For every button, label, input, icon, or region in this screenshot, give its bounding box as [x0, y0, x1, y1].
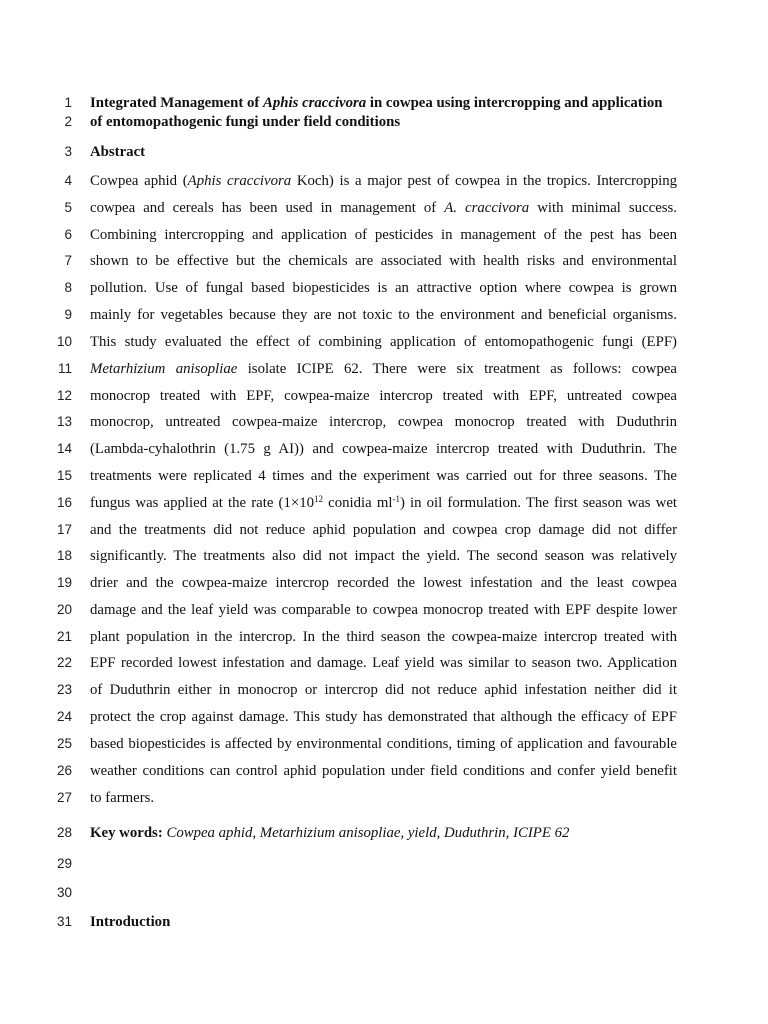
abstract-text-line: monocrop treated with EPF, cowpea-maize intercrop treated with EPF, untreated cowpea [90, 388, 677, 404]
line-number: 26 [56, 763, 72, 778]
manuscript-line-26 [0, 761, 768, 781]
abstract-text-line: and the treatments did not reduce aphid population and cowpea crop damage did not differ [90, 522, 677, 538]
manuscript-line-5 [0, 198, 768, 218]
line-number: 27 [56, 790, 72, 805]
manuscript-line-21 [0, 627, 768, 647]
line-number: 17 [56, 522, 72, 537]
manuscript-line-27 [0, 788, 768, 808]
manuscript-line-23 [0, 680, 768, 700]
manuscript-line-14 [0, 439, 768, 459]
keywords-list: Cowpea aphid, Metarhizium anisopliae, yield, Duduthrin, ICIPE 62 [162, 825, 570, 841]
abstract-text-line: This study evaluated the effect of combining application of entomopathogenic fungi (EPF) [90, 334, 677, 350]
abstract-heading: Abstract [90, 144, 146, 160]
abstract-text-line: Combining intercropping and application of pesticides in management of the pest has been [90, 227, 677, 243]
abstract-text-line: to farmers. [90, 790, 155, 806]
paper-title-line-2: of entomopathogenic fungi under field conditions [90, 114, 401, 130]
manuscript-line-13 [0, 412, 768, 432]
line-number: 8 [64, 280, 72, 295]
manuscript-line-3 [0, 142, 768, 162]
line-number: 16 [56, 495, 72, 510]
manuscript-line-4 [0, 171, 768, 191]
abstract-text-line: mainly for vegetables because they are not toxic to the environment and beneficial organisms. [90, 307, 677, 323]
line-number: 31 [56, 914, 72, 929]
abstract-text-line: Metarhizium anisopliae isolate ICIPE 62. There were six treatment as follows: cowpea [90, 361, 677, 377]
paper-title-line-1: Integrated Management of Aphis craccivora in cowpea using intercropping and application [90, 95, 663, 111]
abstract-text-line: significantly. The treatments also did not impact the yield. The second season was relatively [90, 548, 677, 564]
line-number: 20 [56, 602, 72, 617]
line-number: 12 [56, 388, 72, 403]
abstract-text-line: Cowpea aphid (Aphis craccivora Koch) is a major pest of cowpea in the tropics. Intercropping [90, 173, 677, 189]
line-number: 2 [64, 114, 72, 129]
abstract-text-line: shown to be effective but the chemicals are associated with health risks and environmental [90, 253, 677, 269]
species-name: A. craccivora [444, 200, 530, 216]
line-number: 5 [64, 200, 72, 215]
line-number: 14 [56, 441, 72, 456]
line-number: 15 [56, 468, 72, 483]
abstract-text-line: pollution. Use of fungal based biopesticides is an attractive option where cowpea is grown [90, 280, 677, 296]
manuscript-line-9 [0, 305, 768, 325]
line-number: 13 [56, 414, 72, 429]
manuscript-line-30 [0, 883, 768, 903]
manuscript-line-7 [0, 251, 768, 271]
keywords-label: Key words: [90, 825, 163, 841]
abstract-text-line: damage and the leaf yield was comparable to cowpea monocrop treated with EPF despite lower [90, 602, 677, 618]
manuscript-line-28 [0, 823, 768, 843]
line-number: 3 [64, 144, 72, 159]
manuscript-line-6 [0, 225, 768, 245]
manuscript-line-19 [0, 573, 768, 593]
superscript: -1 [392, 494, 400, 504]
abstract-text-line: cowpea and cereals has been used in management of A. craccivora with minimal success. [90, 200, 677, 216]
line-number: 21 [56, 629, 72, 644]
abstract-text-line: protect the crop against damage. This study has demonstrated that although the efficacy of EPF [90, 709, 677, 725]
line-number: 28 [56, 825, 72, 840]
manuscript-line-20 [0, 600, 768, 620]
manuscript-line-31 [0, 912, 768, 932]
abstract-text-line: of Duduthrin either in monocrop or intercrop did not reduce aphid infestation neither did it [90, 682, 677, 698]
abstract-text-line: drier and the cowpea-maize intercrop recorded the lowest infestation and the least cowpea [90, 575, 677, 591]
line-number: 7 [64, 253, 72, 268]
manuscript-line-10 [0, 332, 768, 352]
line-number: 19 [56, 575, 72, 590]
line-number: 10 [56, 334, 72, 349]
line-number: 4 [64, 173, 72, 188]
manuscript-line-1 [0, 93, 768, 113]
line-number: 6 [64, 227, 72, 242]
abstract-text-line: monocrop, untreated cowpea-maize intercrop, cowpea monocrop treated with Duduthrin [90, 414, 677, 430]
line-number: 24 [56, 709, 72, 724]
manuscript-line-29 [0, 854, 768, 874]
manuscript-line-17 [0, 520, 768, 540]
manuscript-line-15 [0, 466, 768, 486]
abstract-text-line: fungus was applied at the rate ($1\times 10^{12}$ conidia $ml^{-1}$) in oil formulation. The first season was wet [90, 494, 677, 511]
abstract-text-line: based biopesticides is affected by environmental conditions, timing of application and favourable [90, 736, 677, 752]
superscript: 12 [314, 494, 324, 504]
manuscript-line-12 [0, 386, 768, 406]
line-number: 23 [56, 682, 72, 697]
species-name: Aphis craccivora [263, 95, 367, 111]
abstract-text-line: weather conditions can control aphid population under field conditions and confer yield benefit [90, 763, 677, 779]
line-number: 25 [56, 736, 72, 751]
abstract-text-line: treatments were replicated 4 times and the experiment was carried out for three seasons. The [90, 468, 677, 484]
manuscript-line-22 [0, 653, 768, 673]
manuscript-line-24 [0, 707, 768, 727]
abstract-text-line: plant population in the intercrop. In the third season the cowpea-maize intercrop treated with [90, 629, 677, 645]
line-number: 29 [56, 856, 72, 871]
line-number: 11 [57, 361, 72, 376]
abstract-text-line: (Lambda-cyhalothrin (1.75 g AI)) and cowpea-maize intercrop treated with Duduthrin. The [90, 441, 677, 457]
manuscript-line-18 [0, 546, 768, 566]
species-name: Metarhizium anisopliae [90, 361, 238, 377]
line-number: 9 [64, 307, 72, 322]
manuscript-line-25 [0, 734, 768, 754]
introduction-heading: Introduction [90, 914, 171, 930]
keywords [90, 823, 677, 843]
abstract-text-line: EPF recorded lowest infestation and damage. Leaf yield was similar to season two. Application [90, 655, 677, 671]
line-number: 18 [56, 548, 72, 563]
line-number: 1 [64, 95, 72, 110]
manuscript-line-2 [0, 112, 768, 132]
line-number: 30 [56, 885, 72, 900]
manuscript-line-8 [0, 278, 768, 298]
species-name: Aphis craccivora [187, 173, 292, 189]
manuscript-line-16 [0, 493, 768, 513]
line-number: 22 [56, 655, 72, 670]
manuscript-line-11 [0, 359, 768, 379]
